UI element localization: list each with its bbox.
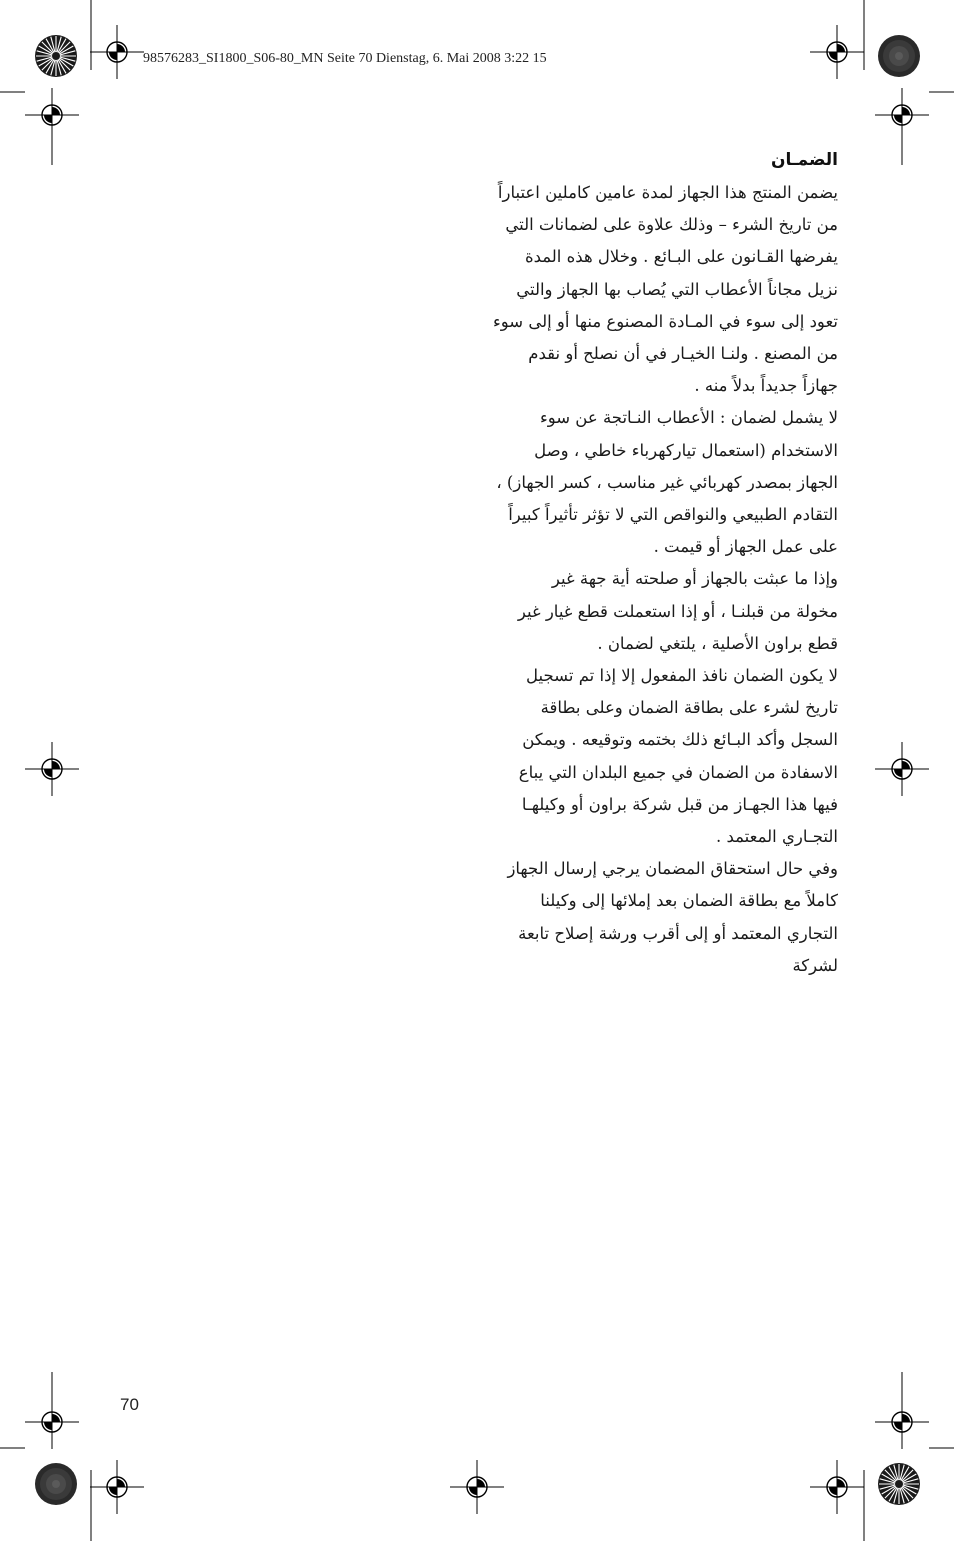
text-line: الجهاز بمصدر كهربائي غير مناسب ، كسر الجهاز) ،: [496, 472, 838, 492]
text-line: كاملاً مع بطاقة الضمان بعد إملائها إلى وكيلنا: [540, 891, 838, 911]
text-line: لشركة: [792, 955, 838, 975]
text-line: التجاري المعتمد أو إلى أقرب ورشة إصلاح تابعة: [518, 923, 838, 943]
text-line: من المصنع . ولنـا الخيـار في أن نصلح أو نقدم: [528, 344, 838, 364]
text-line: التجـاري المعتمد .: [715, 827, 838, 847]
text-line: نزيل مجاناً الأعطاب التي يُصاب بها الجهاز والتي: [516, 279, 838, 299]
text-line: فيها هذا الجهـاز من قبل شركة براون أو وكيلهـا: [521, 794, 838, 814]
page-number: 70: [120, 1395, 139, 1414]
text-line: قطع براون الأصلية ، يلتغي لضمان .: [597, 633, 838, 653]
text-line: التقادم الطبيعي والنواقص التي لا تؤثر تأثيراً كبيراً: [508, 505, 838, 525]
text-line: لا يكون الضمان نافذ المفعول إلا إذا تم تسجيل: [526, 666, 838, 686]
text-line: تاريخ لشرء على بطاقة الضمان وعلى بطاقة: [540, 698, 838, 718]
text-line: الاستخدام (استعمال تياركهرباء خاطي ، وصل: [534, 440, 838, 460]
text-line: تعود إلى سوء في المـادة المصنوع منها أو إلى سوء: [492, 311, 838, 331]
text-line: يفرضها القـانون على البـائع . وخلال هذه المدة: [524, 247, 838, 267]
text-line: وفي حال استحقاق المضمان يرجي إرسال الجهاز: [507, 859, 838, 879]
text-line: لا يشمل لضمان : الأعطاب النـاتجة عن سوء: [539, 408, 838, 428]
text-line: على عمل الجهاز أو قيمت .: [653, 537, 838, 557]
text-line: وإذا ما عبثت بالجهاز أو صلحته أية جهة غير: [551, 569, 838, 589]
print-slug: 98576283_SI1800_S06-80_MN Seite 70 Dienstag, 6. Mai 2008 3:22 15: [143, 51, 547, 66]
text-line: الاسفادة من الضمان في جميع البلدان التي يباع: [518, 762, 838, 782]
text-line: من تاريخ الشرء – وذلك علاوة على لضمانات التي: [505, 215, 838, 235]
text-line: مخولة من قبلنـا ، أو إذا استعملت قطع غيار غير: [517, 601, 838, 621]
text-line: جهازاً جديداً بدلاً منه .: [694, 376, 838, 396]
section-heading: الضمـان: [770, 150, 838, 170]
text-line: السجل وأكد البـائع ذلك بختمه وتوقيعه . ويمكن: [522, 730, 838, 750]
text-line: يضمن المنتج هذا الجهاز لمدة عامين كاملين اعتباراً: [497, 183, 838, 202]
